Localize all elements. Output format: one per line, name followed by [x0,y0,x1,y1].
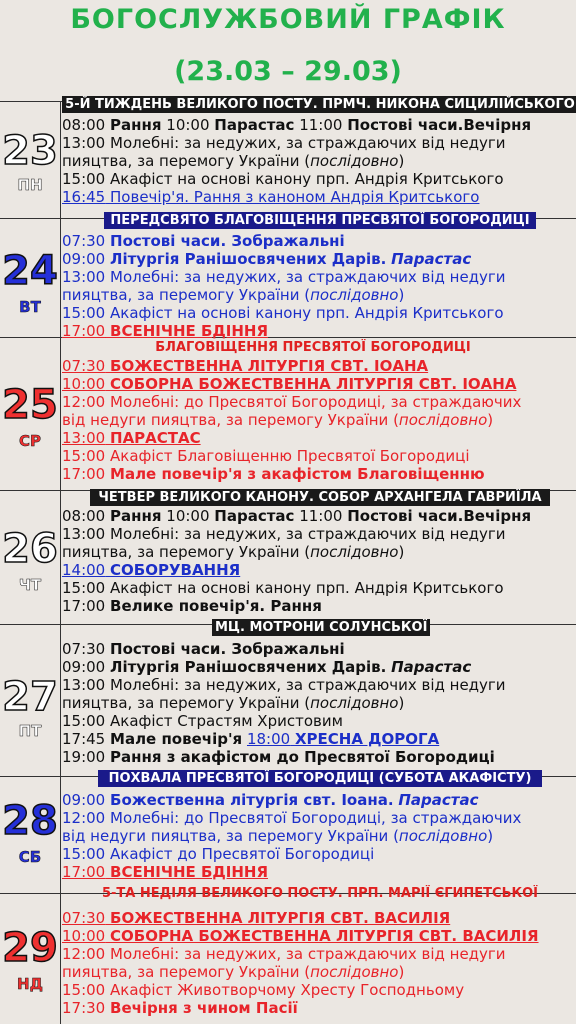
day-banner: ПОХВАЛА ПРЕСВЯТОЇ БОГОРОДИЦІ (СУБОТА АКАФІСТУ) [98,770,542,787]
schedule-line: 17:00 Велике повечір'я. Рання [62,597,322,615]
day-name: ПН [17,176,43,194]
day-banner: 5-Й ТИЖДЕНЬ ВЕЛИКОГО ПОСТУ. ПРМЧ. НИКОНА СИЦИЛІЙСЬКОГО [62,96,576,113]
schedule-line: 12:00 Молебні: до Пресвятої Богородиці, за страждаючих [62,809,522,827]
schedule-line: 07:30 Постові часи. Зображальні [62,640,345,658]
day-number: 25 [2,382,58,428]
schedule-line: 13:00 Молебні: за недужих, за страждаючих від недуги [62,676,506,694]
schedule-line: 09:00 Божественна літургія свт. Іоана. Парастас [62,791,479,809]
schedule-line: 15:00 Акафіст на основі канону прп. Андрія Критського [62,304,504,322]
schedule-line: 07:30 БОЖЕСТВЕННА ЛІТУРГІЯ СВТ. ВАСИЛІЯ [62,909,451,927]
schedule-line: 09:00 Літургія Ранішосвячених Дарів. Парастас [62,250,472,268]
schedule-line: 10:00 СОБОРНА БОЖЕСТВЕННА ЛІТУРГІЯ СВТ. ВАСИЛІЯ [62,927,539,945]
day-banner: БЛАГОВІЩЕННЯ ПРЕСВЯТОЇ БОГОРОДИЦІ [155,340,471,355]
day-banner: 5-ТА НЕДІЛЯ ВЕЛИКОГО ПОСТУ. ПРП. МАРІЇ ЄГИПЕТСЬКОЇ [101,886,538,901]
schedule-line: 13:00 Молебні: за недужих, за страждаючих від недуги [62,525,506,543]
date-range: (23.03 – 29.03) [174,56,402,87]
schedule-line: 15:00 Акафіст Страстям Христовим [62,712,343,730]
schedule-line: 17:00 ВСЕНІЧНЕ БДІННЯ [62,863,269,881]
schedule-line: 10:00 СОБОРНА БОЖЕСТВЕННА ЛІТУРГІЯ СВТ. ІОАНА [62,375,517,393]
schedule-line: 17:00 Мале повечір'я з акафістом Благовіщенню [62,465,485,483]
schedule-line: 09:00 Літургія Ранішосвячених Дарів. Парастас [62,658,472,676]
schedule-line: 12:00 Молебні: за недужих, за страждаючих від недуги [62,945,506,963]
schedule-line: пияцтва, за перемогу України (послідовно) [62,694,405,712]
schedule-line: від недуги пияцтва, за перемогу України (послідовно) [62,827,494,845]
schedule-line: 15:00 Акафіст до Пресвятої Богородиці [62,845,375,863]
schedule-line: 13:00 Молебні: за недужих, за страждаючих від недуги [62,268,506,286]
schedule-line: 12:00 Молебні: до Пресвятої Богородиці, за страждаючих [62,393,522,411]
column-divider [60,101,61,1024]
schedule-line: 15:00 Акафіст на основі канону прп. Андрія Критського [62,170,504,188]
schedule-line: 15:00 Акафіст на основі канону прп. Андрія Критського [62,579,504,597]
day-number: 29 [2,925,58,971]
page-title: БОГОСЛУЖБОВИЙ ГРАФІК [70,4,506,35]
schedule-line: 07:30 Постові часи. Зображальні [62,232,345,250]
schedule-line: 17:45 Мале повечір'я 18:00 ХРЕСНА ДОРОГА [62,730,440,748]
day-name: ВТ [19,298,41,316]
schedule-line: 08:00 Рання 10:00 Парастас 11:00 Постові часи.Вечірня [62,507,532,525]
schedule-line: від недуги пияцтва, за перемогу України (послідовно) [62,411,494,429]
day-name: НД [17,975,43,993]
day-name: СБ [18,848,42,866]
schedule-line: 13:00 Молебні: за недужих, за страждаючих від недуги [62,134,506,152]
day-banner: ЧЕТВЕР ВЕЛИКОГО КАНОНУ. СОБОР АРХАНГЕЛА ГАВРИЇЛА [90,489,550,506]
schedule-line: 13:00 ПАРАСТАС [62,429,201,447]
schedule-line: пияцтва, за перемогу України (послідовно) [62,152,405,170]
schedule-line: 14:00 СОБОРУВАННЯ [62,561,241,579]
schedule-line: пияцтва, за перемогу України (послідовно) [62,286,405,304]
schedule-line: 15:00 Акафіст Животворчому Хресту Господньому [62,981,465,999]
schedule-line: 19:00 Рання з акафістом до Пресвятої Богородиці [62,748,495,766]
day-banner: МЦ. МОТРОНИ СОЛУНСЬКОЇ [212,619,430,636]
day-number: 24 [2,248,58,294]
day-number: 28 [2,798,58,844]
schedule-line: 17:30 Вечірня з чином Пасії [62,999,298,1017]
schedule-line: 07:30 БОЖЕСТВЕННА ЛІТУРГІЯ СВТ. ІОАНА [62,357,429,375]
day-number: 26 [2,526,58,572]
schedule-line: 17:00 ВСЕНІЧНЕ БДІННЯ [62,322,269,340]
day-number: 27 [2,674,58,720]
day-number: 23 [2,128,58,174]
schedule-line: пияцтва, за перемогу України (послідовно) [62,963,405,981]
day-name: ПТ [18,722,42,740]
schedule-line: 08:00 Рання 10:00 Парастас 11:00 Постові часи.Вечірня [62,116,532,134]
schedule-line: 16:45 Повечір'я. Рання з каноном Андрія Критського [62,188,480,206]
day-banner: ПЕРЕДСВЯТО БЛАГОВІЩЕННЯ ПРЕСВЯТОЇ БОГОРОДИЦІ [104,212,536,229]
schedule-line: пияцтва, за перемогу України (послідовно) [62,543,405,561]
day-name: СР [18,432,41,450]
schedule-line: 15:00 Акафіст Благовіщенню Пресвятої Богородиці [62,447,470,465]
day-name: ЧТ [18,576,42,594]
